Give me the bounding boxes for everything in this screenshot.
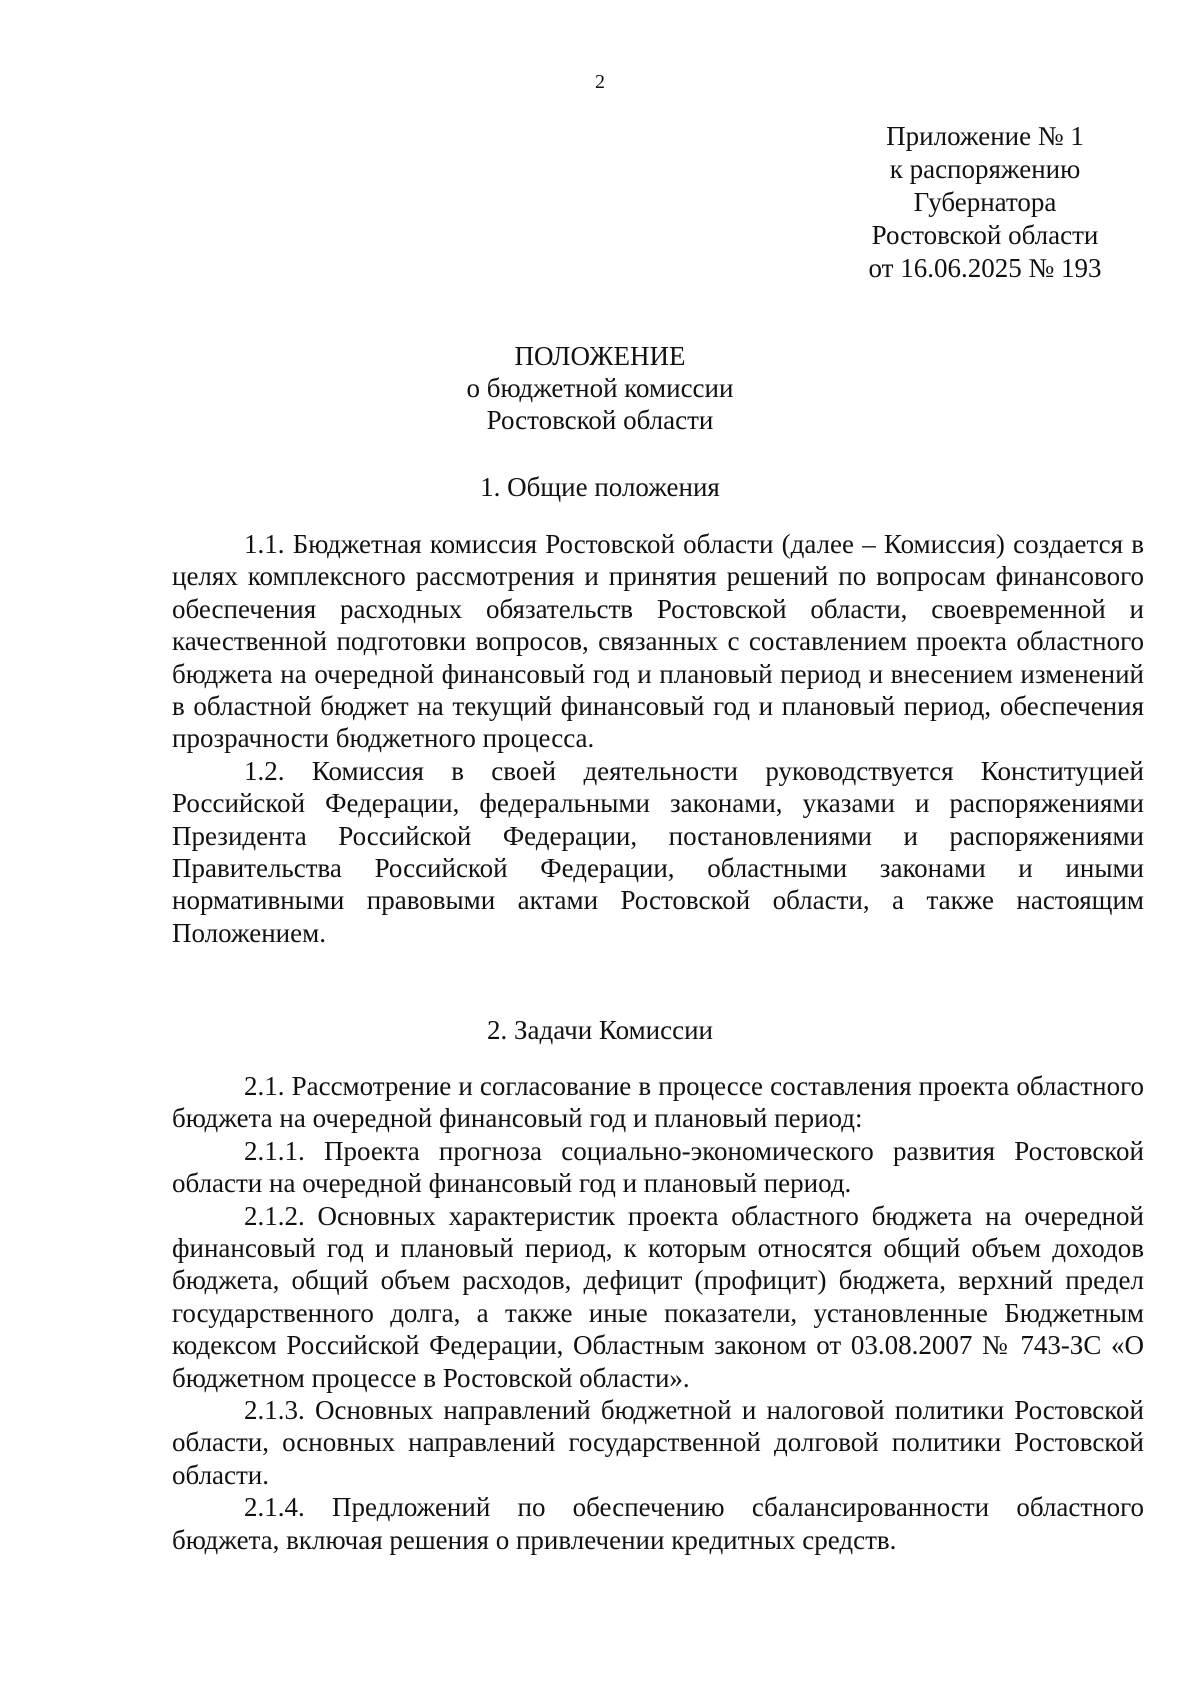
paragraph-1-2: 1.2. Комиссия в своей деятельности руководствуется Конституцией Российской Федерации, федеральными законами, указами и распоряжениями Президента Российской Федерации, постановлениями и распоряжениями Правительства Российской Федерации, областными законами и иными нормативными правовыми актами Ростовской области, а также настоящим Положением. bbox=[172, 755, 1144, 948]
section-1-heading: 1. Общие положения bbox=[480, 472, 720, 502]
title-main: ПОЛОЖЕНИЕ bbox=[514, 341, 686, 371]
appendix-line-date: от 16.06.2025 № 193 bbox=[868, 253, 1102, 283]
paragraph-2-1-2: 2.1.2. Основных характеристик проекта областного бюджета на очередной финансовый год и плановый период, к которым относятся общий объем доходов бюджета, общий объем расходов, дефицит (профицит) бюджета, верхний предел государственного долга, а также иные показатели, установленные Бюджетным кодексом Российской Федерации, Областным законом от 03.08.2007 № 743-ЗС «О бюджетном процессе в Ростовской области». bbox=[172, 1200, 1144, 1393]
paragraph-2-1-3: 2.1.3. Основных направлений бюджетной и налоговой политики Ростовской области, основных направлений государственной долговой политики Ростовской области. bbox=[172, 1395, 1144, 1490]
appendix-line-order: к распоряжению bbox=[889, 154, 1081, 184]
title-sub-commission: о бюджетной комиссии bbox=[466, 373, 734, 403]
appendix-line-region: Ростовской области bbox=[871, 220, 1099, 250]
section-2-heading: 2. Задачи Комиссии bbox=[487, 1015, 713, 1045]
appendix-header bbox=[840, 120, 1130, 285]
appendix-line-number: Приложение № 1 bbox=[886, 121, 1084, 151]
page-number: 2 bbox=[595, 71, 605, 93]
paragraph-1-1: 1.1. Бюджетная комиссия Ростовской области (далее – Комиссия) создается в целях комплексного рассмотрения и принятия решений по вопросам финансового обеспечения расходных обязательств Ростовской области, своевременной и качественной подготовки вопросов, связанных с составлением проекта областного бюджета на очередной финансовый год и плановый период и внесением изменений в областной бюджет на текущий финансовый год и плановый период, обеспечения прозрачности бюджетного процесса. bbox=[172, 529, 1144, 754]
paragraph-2-1: 2.1. Рассмотрение и согласование в процессе составления проекта областного бюджета на очередной финансовый год и плановый период: bbox=[172, 1071, 1144, 1134]
document-title bbox=[0, 340, 1200, 436]
paragraph-2-1-1: 2.1.1. Проекта прогноза социально-экономического развития Ростовской области на очередной финансовый год и плановый период. bbox=[172, 1135, 1144, 1199]
section-1-body bbox=[172, 528, 1144, 949]
paragraph-2-1-4: 2.1.4. Предложений по обеспечению сбалансированности областного бюджета, включая решения о привлечении кредитных средств. bbox=[172, 1492, 1144, 1555]
title-sub-region: Ростовской области bbox=[486, 405, 714, 435]
section-2-body bbox=[172, 1070, 1144, 1556]
appendix-line-governor: Губернатора bbox=[913, 187, 1057, 217]
